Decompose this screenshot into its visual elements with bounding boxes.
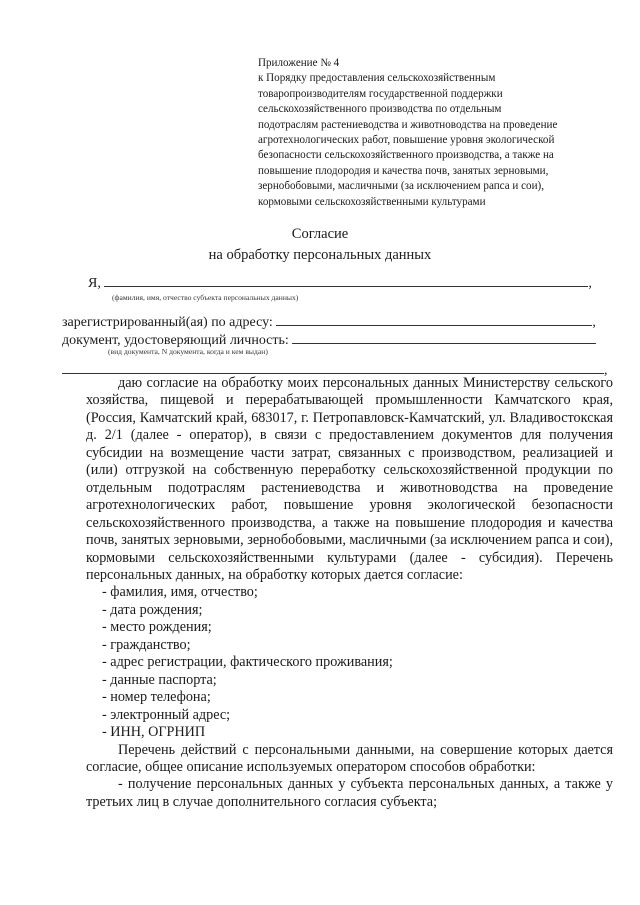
consent-paragraph: даю согласие на обработку моих персональных данных Министерству сельского хозяйства, пищевой и перерабатывающей промышленности Камчатского края, (Россия, Камчатский край, 683017, г. Петропавловск-Камчатский, ул. Владивостокская д. 2/1 (далее - оператор), в связи с предоставлением документов для получения субсидии на возмещение части затрат, связанных с производством, реализацией и (или) отгрузкой на собственную переработку сельскохозяйственной продукции по отдельным подотраслям растениеводства и животноводства на проведение агротехнологических работ, повышение уровня экологической безопасности сельскохозяйственного производства, а также на повышение плодородия и качества почв, занятых зерновыми, зернобобовыми, масличными (за исключением рапса и сои), кормовыми сельскохозяйственными культурами (далее - субсидия). Перечень персональных данных, на обработку которых дается согласие: <box>86 375 613 583</box>
name-caption: (фамилия, имя, отчество субъекта персональных данных) <box>112 293 299 302</box>
appendix-line: повышение плодородия и качества почв, занятых зерновыми, <box>258 164 549 177</box>
comma: , <box>588 276 592 291</box>
actions-intro: Перечень действий с персональными данными, на совершение которых дается согласие, общее описание используемых оператором способов обработки: <box>86 741 613 775</box>
data-item: - данные паспорта; <box>102 671 217 688</box>
data-item: - дата рождения; <box>102 601 203 618</box>
name-row <box>88 273 592 293</box>
data-item: - фамилия, имя, отчество; <box>102 584 258 601</box>
comma: , <box>604 363 608 378</box>
data-item: - электронный адрес; <box>102 706 231 723</box>
document-title: Согласие <box>291 226 349 242</box>
appendix-line: агротехнологических работ, повышение уровня экологической <box>258 134 555 147</box>
appendix-header <box>258 56 618 210</box>
appendix-line: зернобобовыми, масличными (за исключением рапса и сои), <box>258 180 545 193</box>
appendix-line: товаропроизводителям государственной поддержки <box>258 87 503 100</box>
appendix-number: Приложение № 4 <box>258 57 340 69</box>
consent-body <box>86 375 613 811</box>
document-subtitle: на обработку персональных данных <box>208 247 432 263</box>
address-label: зарегистрированный(ая) по адресу: <box>62 315 273 330</box>
address-row <box>62 312 596 332</box>
i-label: Я, <box>88 276 101 291</box>
appendix-line: кормовыми сельскохозяйственными культурами <box>258 195 486 208</box>
data-item: - ИНН, ОГРНИП <box>102 724 206 741</box>
comma: , <box>592 315 596 330</box>
data-item: - адрес регистрации, фактического проживания; <box>102 654 393 671</box>
appendix-line: безопасности сельскохозяйственного производства, а также на <box>258 149 554 162</box>
data-item: - место рождения; <box>102 619 212 636</box>
actions-item: - получение персональных данных у субъекта персональных данных, а также у третьих лиц в случае дополнительного согласия субъекта; <box>86 776 613 810</box>
appendix-line: к Порядку предоставления сельскохозяйственным <box>258 72 496 85</box>
document-field-line[interactable] <box>292 330 596 344</box>
data-item: - гражданство; <box>102 636 191 653</box>
appendix-line: сельскохозяйственного производства по отдельным <box>258 103 502 116</box>
data-item: - номер телефона; <box>102 689 211 706</box>
document-caption: (вид документа, N документа, когда и кем выдан) <box>108 347 268 356</box>
document-label: документ, удостоверяющий личность: <box>62 333 289 348</box>
name-field-line[interactable] <box>104 273 588 287</box>
blank-field-line[interactable] <box>62 360 604 374</box>
address-field-line[interactable] <box>276 312 592 326</box>
appendix-line: подотраслям растениеводства и животноводства на проведение <box>258 118 558 131</box>
